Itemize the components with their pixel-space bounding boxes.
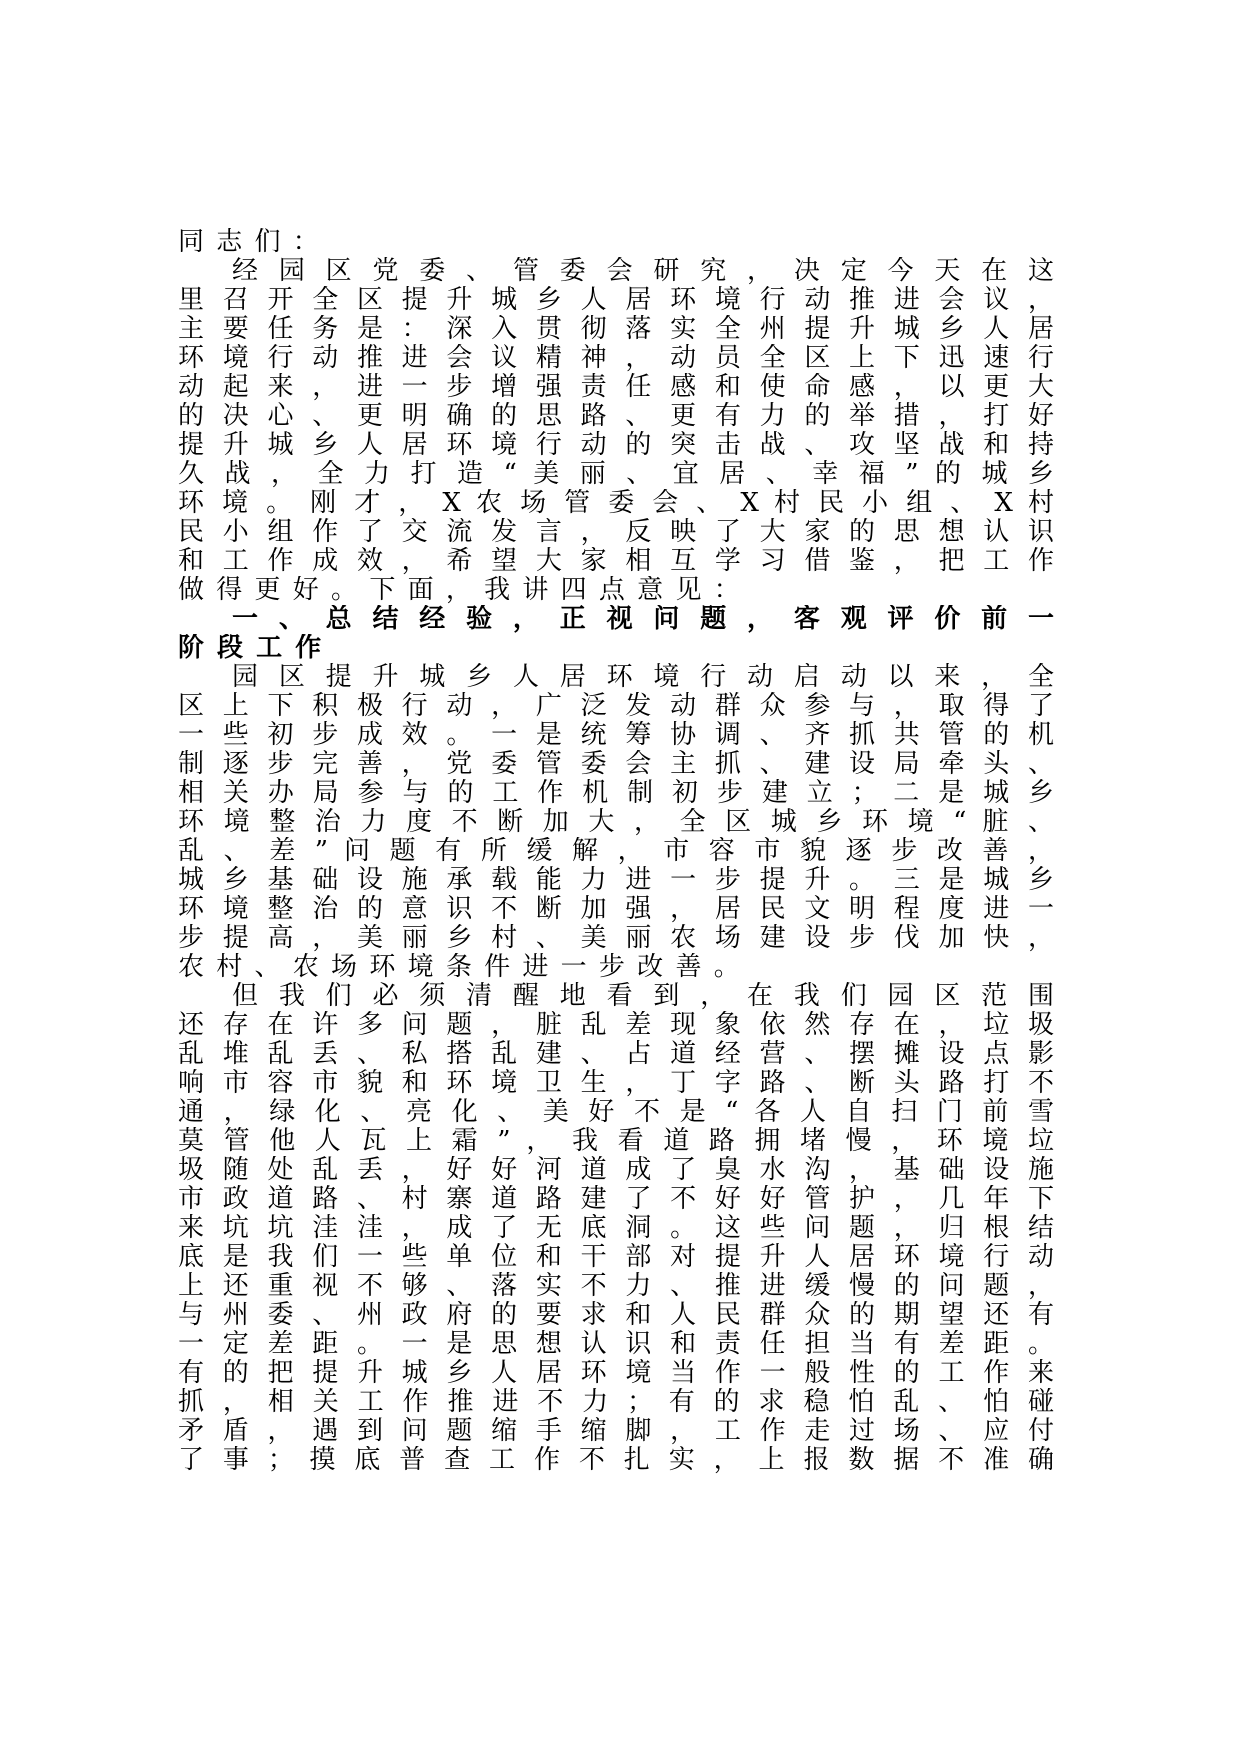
body-text-line: 一 定 差 距 。 一 是 思 想 认 识 和 责 任 担 当 有 差 距 。 xyxy=(178,1330,1056,1359)
body-text-line: 底 是 我 们 一 些 单 位 和 干 部 对 提 升 人 居 环 境 行 动 xyxy=(178,1243,1056,1272)
body-text-line: 莫 管 他 人 瓦 上 霜 ” ， 我 看 道 路 拥 堵 慢 ， 环 境 垃 xyxy=(178,1127,1056,1156)
body-text-line: 了 事 ； 摸 底 普 查 工 作 不 扎 实 ， 上 报 数 据 不 准 确 xyxy=(178,1446,1056,1475)
body-text-line: 响 市 容 市 貌 和 环 境 卫 生 ， 丁 字 路 、 断 头 路 打 不 xyxy=(178,1069,1056,1098)
document-page xyxy=(178,228,1056,1475)
body-text-line: 抓 ， 相 关 工 作 推 进 不 力 ； 有 的 求 稳 怕 乱 、 怕 碰 xyxy=(178,1388,1056,1417)
body-text-line: 动 起 来 ， 进 一 步 增 强 责 任 感 和 使 命 感 ， 以 更 大 xyxy=(178,373,1056,402)
body-text-line: 矛 盾 ， 遇 到 问 题 缩 手 缩 脚 ， 工 作 走 过 场 、 应 付 xyxy=(178,1417,1056,1446)
body-text-line: 来 坑 坑 洼 洼 ， 成 了 无 底 洞 。 这 些 问 题 ， 归 根 结 xyxy=(178,1214,1056,1243)
body-text-line: 制 逐 步 完 善 ， 党 委 管 委 会 主 抓 、 建 设 局 牵 头 、 xyxy=(178,750,1056,779)
body-text-line: 区 上 下 积 极 行 动 ， 广 泛 发 动 群 众 参 与 ， 取 得 了 xyxy=(178,692,1056,721)
body-text-line: 环 境 整 治 的 意 识 不 断 加 强 ， 居 民 文 明 程 度 进 一 xyxy=(178,895,1056,924)
body-text-line: 环 境 行 动 推 进 会 议 精 神 ， 动 员 全 区 上 下 迅 速 行 xyxy=(178,344,1056,373)
body-text-line: 圾 随 处 乱 丢 ， 好 好 河 道 成 了 臭 水 沟 ， 基 础 设 施 xyxy=(178,1156,1056,1185)
section-heading-line: 一 、 总 结 经 验 ， 正 视 问 题 ， 客 观 评 价 前 一 xyxy=(232,605,1056,634)
body-text-line: 做 得 更 好 。 下 面 ， 我 讲 四 点 意 见 ： xyxy=(178,576,742,605)
body-text-line: 久 战 ， 全 力 打 造 “ 美 丽 、 宜 居 、 幸 福 ” 的 城 乡 xyxy=(178,460,1056,489)
body-text-line: 和 工 作 成 效 ， 希 望 大 家 相 互 学 习 借 鉴 ， 把 工 作 xyxy=(178,547,1056,576)
body-text-line: 的 决 心 、 更 明 确 的 思 路 、 更 有 力 的 举 措 ， 打 好 xyxy=(178,402,1056,431)
body-text-line: 上 还 重 视 不 够 、 落 实 不 力 、 推 进 缓 慢 的 问 题 ， xyxy=(178,1272,1056,1301)
body-text-line: 环 境 整 治 力 度 不 断 加 大 ， 全 区 城 乡 环 境 “ 脏 、 xyxy=(178,808,1056,837)
salutation: 同 志 们 ： xyxy=(178,228,321,257)
body-text-line: 农 村 、 农 场 环 境 条 件 进 一 步 改 善 。 xyxy=(178,953,742,982)
body-text-line: 园 区 提 升 城 乡 人 居 环 境 行 动 启 动 以 来 ， 全 xyxy=(232,663,1056,692)
body-text-line: 通 ， 绿 化 、 亮 化 、 美 好 不 是 “ 各 人 自 扫 门 前 雪 xyxy=(178,1098,1056,1127)
body-text-line: 民 小 组 作 了 交 流 发 言 ， 反 映 了 大 家 的 思 想 认 识 xyxy=(178,518,1056,547)
body-text-line: 乱 、 差 ” 问 题 有 所 缓 解 ， 市 容 市 貌 逐 步 改 善 ， xyxy=(178,837,1056,866)
body-text-line: 经 园 区 党 委 、 管 委 会 研 究 ， 决 定 今 天 在 这 xyxy=(232,257,1056,286)
body-text-line: 里 召 开 全 区 提 升 城 乡 人 居 环 境 行 动 推 进 会 议 ， xyxy=(178,286,1056,315)
body-text-line: 相 关 办 局 参 与 的 工 作 机 制 初 步 建 立 ； 二 是 城 乡 xyxy=(178,779,1056,808)
body-text-line: 主 要 任 务 是 ： 深 入 贯 彻 落 实 全 州 提 升 城 乡 人 居 xyxy=(178,315,1056,344)
section-heading-line: 阶 段 工 作 xyxy=(178,634,324,663)
body-text-line: 市 政 道 路 、 村 寨 道 路 建 了 不 好 好 管 护 ， 几 年 下 xyxy=(178,1185,1056,1214)
body-text-line: 与 州 委 、 州 政 府 的 要 求 和 人 民 群 众 的 期 望 还 有 xyxy=(178,1301,1056,1330)
body-text-line: 乱 堆 乱 丢 、 私 搭 乱 建 、 占 道 经 营 、 摆 摊 设 点 影 xyxy=(178,1040,1056,1069)
body-text-line: 城 乡 基 础 设 施 承 载 能 力 进 一 步 提 升 。 三 是 城 乡 xyxy=(178,866,1056,895)
body-text-line: 一 些 初 步 成 效 。 一 是 统 筹 协 调 、 齐 抓 共 管 的 机 xyxy=(178,721,1056,750)
body-text-line: 还 存 在 许 多 问 题 ， 脏 乱 差 现 象 依 然 存 在 ， 垃 圾 xyxy=(178,1011,1056,1040)
body-text-line: 有 的 把 提 升 城 乡 人 居 环 境 当 作 一 般 性 的 工 作 来 xyxy=(178,1359,1056,1388)
body-text-line: 环 境 。 刚 才 ， X 农 场 管 委 会 、 X 村 民 小 组 、 X 村 xyxy=(178,489,1056,518)
body-text-line: 步 提 高 ， 美 丽 乡 村 、 美 丽 农 场 建 设 步 伐 加 快 ， xyxy=(178,924,1056,953)
body-text-line: 提 升 城 乡 人 居 环 境 行 动 的 突 击 战 、 攻 坚 战 和 持 xyxy=(178,431,1056,460)
body-text-line: 但 我 们 必 须 清 醒 地 看 到 ， 在 我 们 园 区 范 围 xyxy=(232,982,1056,1011)
document-body xyxy=(178,257,1056,1475)
